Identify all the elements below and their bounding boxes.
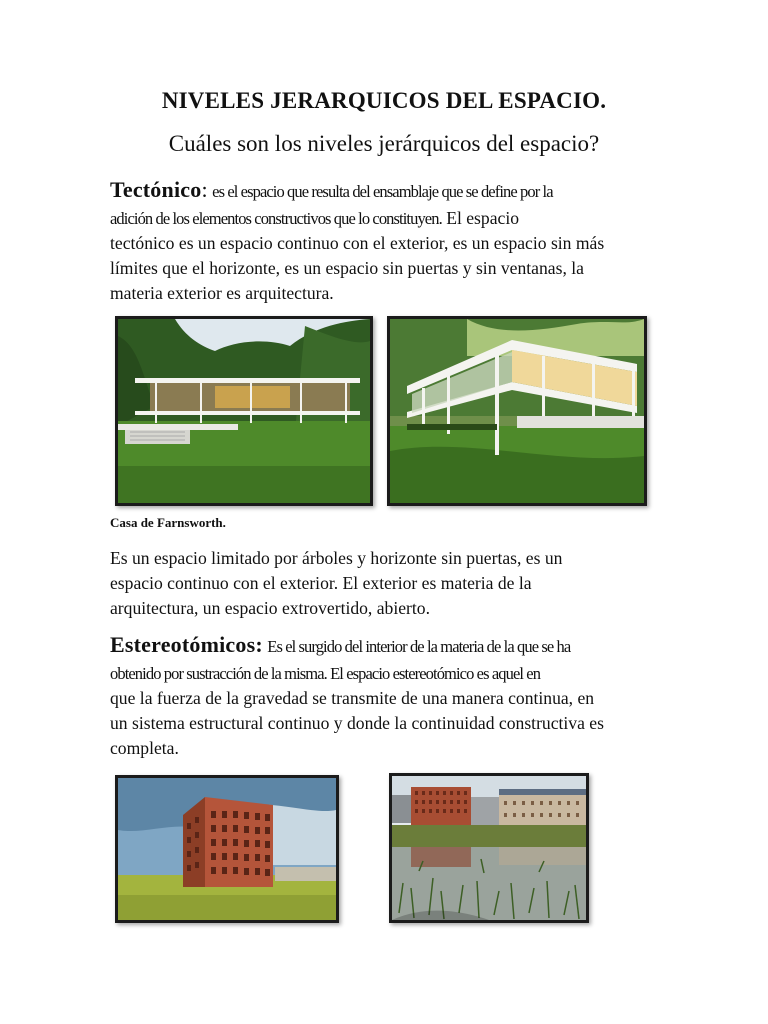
estereotomicos-text-4: un sistema estructural continuo y donde la continuidad constructiva es — [110, 713, 604, 733]
tectonico-text-4: límites que el horizonte, es un espacio sin puertas y sin ventanas, la — [110, 258, 584, 278]
tectonico-text-2: adición de los elementos constructivos que lo constituyen. — [110, 209, 442, 228]
cemetery-reflection-photo — [389, 773, 589, 923]
farnsworth-text-1: Es un espacio limitado por árboles y horizonte sin puertas, es un — [110, 548, 563, 568]
tectonico-text-2b: El espacio — [446, 208, 520, 228]
brick-building-photo — [115, 775, 339, 923]
tectonico-colon: : — [201, 177, 208, 202]
estereotomicos-line-1 — [110, 632, 670, 659]
farnsworth-photo-perspective — [387, 316, 647, 506]
tectonico-line-1 — [110, 177, 670, 204]
estereotomicos-text-3: que la fuerza de la gravedad se transmite de una manera continua, en — [110, 688, 595, 708]
tectonico-paragraph — [110, 177, 670, 306]
tectonico-term: Tectónico — [110, 177, 202, 202]
estereotomicos-paragraph — [110, 632, 670, 761]
farnsworth-paragraph — [110, 546, 670, 621]
tectonico-text-3: tectónico es un espacio continuo con el exterior, es un espacio sin más — [110, 233, 605, 253]
document-title: NIVELES JERARQUICOS DEL ESPACIO. — [161, 88, 607, 113]
farnsworth-text-2: espacio continuo con el exterior. El exterior es materia de la — [110, 573, 532, 593]
farnsworth-text-3: arquitectura, un espacio extrovertido, abierto. — [110, 598, 430, 618]
estereotomicos-text-1: Es el surgido del interior de la materia de la que se ha — [267, 637, 571, 656]
tectonico-text-5: materia exterior es arquitectura. — [110, 283, 334, 303]
farnsworth-photo-front — [115, 316, 373, 506]
estereotomicos-text-2: obtenido por sustracción de la misma. El espacio estereotómico es aquel en — [110, 664, 541, 683]
estereotomicos-term: Estereotómicos: — [110, 632, 263, 657]
tectonico-text-1: es el espacio que resulta del ensamblaje que se define por la — [212, 182, 553, 201]
tectonico-line-2 — [110, 206, 670, 231]
estereotomicos-text-5: completa. — [110, 738, 179, 758]
document-subtitle: Cuáles son los niveles jerárquicos del espacio? — [168, 131, 600, 156]
farnsworth-caption: Casa de Farnsworth. — [110, 515, 226, 530]
